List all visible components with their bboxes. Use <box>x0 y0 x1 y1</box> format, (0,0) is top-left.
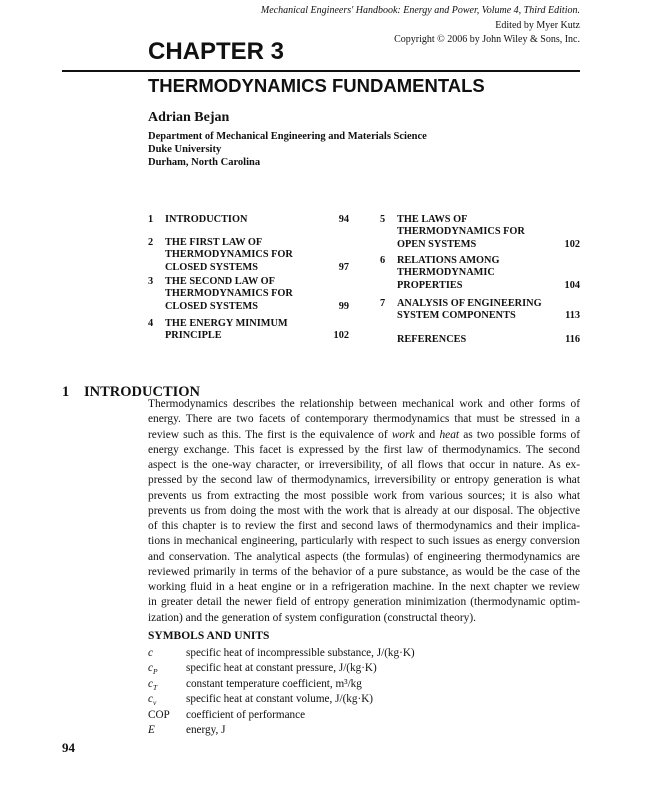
paragraph-line: of this chapter is to review the first and second laws of thermodynamics and their implica- <box>148 520 580 532</box>
toc-title-line: REFERENCES <box>397 334 467 345</box>
emphasis-term: heat <box>439 428 460 441</box>
toc-page: 94 <box>338 214 349 225</box>
symbol-base: E <box>148 723 155 736</box>
toc-title-line: CLOSED SYSTEMS <box>165 300 258 312</box>
page-number: 94 <box>62 740 75 755</box>
toc-title-line: THERMODYNAMICS FOR <box>397 226 525 238</box>
toc-title-line: PRINCIPLE <box>165 330 222 342</box>
text-run: as two possible forms of <box>459 428 580 441</box>
symbols-heading: SYMBOLS AND UNITS <box>148 630 270 642</box>
text-run: review such as this. The first is the equivalence of <box>148 428 392 441</box>
author-name: Adrian Bejan <box>148 110 230 125</box>
symbol-description: specific heat of incompressible substance, J/(kg·K) <box>186 647 415 659</box>
toc-entry[interactable] <box>380 214 580 251</box>
symbol <box>148 723 155 738</box>
toc-title <box>397 255 500 292</box>
toc-entry[interactable] <box>380 298 580 323</box>
toc-number: 1 <box>148 214 154 225</box>
toc-title <box>165 214 247 226</box>
toc-title-line: CLOSED SYSTEMS <box>165 261 258 273</box>
chapter-title: THERMODYNAMICS FUNDAMENTALS <box>148 75 485 96</box>
affiliation-line: Durham, North Carolina <box>148 157 261 168</box>
toc-number: 5 <box>380 214 386 225</box>
paragraph-line <box>148 428 580 443</box>
toc-title-line: THE SECOND LAW OF <box>165 276 275 287</box>
toc-title-line: THE ENERGY MINIMUM <box>165 318 288 329</box>
toc-title-line: PROPERTIES <box>397 279 463 291</box>
toc-title-line: THE LAWS OF <box>397 214 468 225</box>
affiliation-line: Department of Mechanical Engineering and Materials Science <box>148 131 427 142</box>
toc-number: 4 <box>148 318 154 329</box>
toc-title-line: THERMODYNAMICS FOR <box>165 249 293 261</box>
toc-page: 102 <box>333 330 349 342</box>
toc-title <box>397 298 542 323</box>
book-source: Mechanical Engineers' Handbook: Energy and Power, Volume 4, Third Edition. <box>260 5 580 16</box>
symbol-subscript: T <box>152 683 158 693</box>
toc-number: 3 <box>148 276 154 287</box>
symbol-description: specific heat at constant pressure, J/(kg·K) <box>186 662 377 675</box>
toc-number: 2 <box>148 237 154 248</box>
symbol-description: specific heat at constant volume, J/(kg·K) <box>186 693 374 706</box>
toc-entry[interactable] <box>380 255 580 292</box>
paragraph-line: working fluid in a heat engine or in a refrigeration machine. In the next chapter we review <box>148 581 580 593</box>
symbol <box>148 646 153 661</box>
toc-entry[interactable] <box>148 214 349 226</box>
symbol-description: coefficient of performance <box>186 708 306 721</box>
affiliation-line: Duke University <box>148 144 222 155</box>
paragraph-line: energy exchange. This facet is expressed by the first law of thermodynamics. The second <box>148 443 580 456</box>
symbol-subscript: v <box>152 698 157 708</box>
toc-number: 7 <box>380 298 386 309</box>
paragraph-line: energy. There are two facets of contemporary thermodynamics that must be stressed in a <box>148 413 580 426</box>
symbol-description: energy, J <box>186 723 226 736</box>
paragraph-line: ization) and the generation of system configuration (constructal theory). <box>148 611 477 624</box>
emphasis-term: work <box>391 428 415 441</box>
editor-line: Edited by Myer Kutz <box>495 19 580 31</box>
toc-page: 113 <box>565 310 580 322</box>
symbol <box>148 708 170 723</box>
toc-title-line: INTRODUCTION <box>165 214 248 225</box>
toc-page: 116 <box>565 334 580 345</box>
paragraph-line: and conservation. The analytical aspects (the formulas) of engineering thermodynamics are <box>148 550 580 563</box>
paragraph-line: prevents us from doing the most with the work that is already at our disposal. The objective <box>148 504 580 517</box>
symbol-base: COP <box>148 708 170 721</box>
author-affiliation <box>148 130 427 169</box>
paragraph-line: in greater detail the newer field of entropy generation minimization (thermodynamic optim- <box>148 596 580 609</box>
toc-title <box>165 318 288 343</box>
symbol-base: c <box>148 647 153 659</box>
symbol-base: c <box>148 662 153 675</box>
toc-entry[interactable] <box>148 318 349 343</box>
toc-title-line: ANALYSIS OF ENGINEERING <box>397 298 542 309</box>
toc-title <box>397 334 466 346</box>
toc-title-line: RELATIONS AMONG <box>397 255 500 266</box>
toc-entry[interactable] <box>148 276 349 313</box>
toc-title <box>165 276 293 313</box>
symbol-description: constant temperature coefficient, m³/kg <box>186 677 362 690</box>
paragraph-line: reviewed primarily in terms of the behavior of a pure substance, as would be the case of the <box>148 565 580 578</box>
paragraph-line: tions in mechanical engineering, particularly with respect to such issues as energy conversion <box>148 535 580 548</box>
toc-entry[interactable] <box>380 334 580 346</box>
toc-title <box>397 214 525 251</box>
toc-page: 97 <box>338 261 349 273</box>
paragraph-line: Thermodynamics describes the relationship between mechanical work and other forms of <box>148 398 580 410</box>
toc-page: 102 <box>564 238 580 250</box>
toc-title-line: THERMODYNAMIC <box>397 267 495 279</box>
symbol-subscript: P <box>152 667 158 677</box>
toc-number: 6 <box>380 255 386 266</box>
symbol-base: c <box>148 693 153 706</box>
toc-page: 104 <box>564 279 580 291</box>
toc-page: 99 <box>338 300 349 312</box>
section-number: 1 <box>62 384 70 400</box>
paragraph-line: aspect is the one-way character, or irreversibility, of all flows that occur in nature. As ex- <box>148 459 580 471</box>
text-run: and <box>414 428 440 441</box>
toc-title-line: THE FIRST LAW OF <box>165 237 263 248</box>
toc-title-line: SYSTEM COMPONENTS <box>397 310 516 322</box>
paragraph-line: prevents us from extracting the most possible work from various sources; it is also what <box>148 489 580 502</box>
chapter-label: CHAPTER 3 <box>148 38 285 65</box>
toc-title-line: OPEN SYSTEMS <box>397 238 477 250</box>
chapter-rule <box>62 70 580 72</box>
copyright-line: Copyright © 2006 by John Wiley & Sons, Inc. <box>394 34 580 45</box>
toc-title-line: THERMODYNAMICS FOR <box>165 288 293 300</box>
paragraph-line: pressed by the second law of thermodynamics, irreversibility or entropy generation is what <box>148 474 580 487</box>
toc-entry[interactable] <box>148 237 349 274</box>
intro-paragraph <box>148 397 580 626</box>
toc-title <box>165 237 293 274</box>
running-header <box>261 4 580 48</box>
symbol-base: c <box>148 677 153 690</box>
section-title: INTRODUCTION <box>84 384 201 400</box>
